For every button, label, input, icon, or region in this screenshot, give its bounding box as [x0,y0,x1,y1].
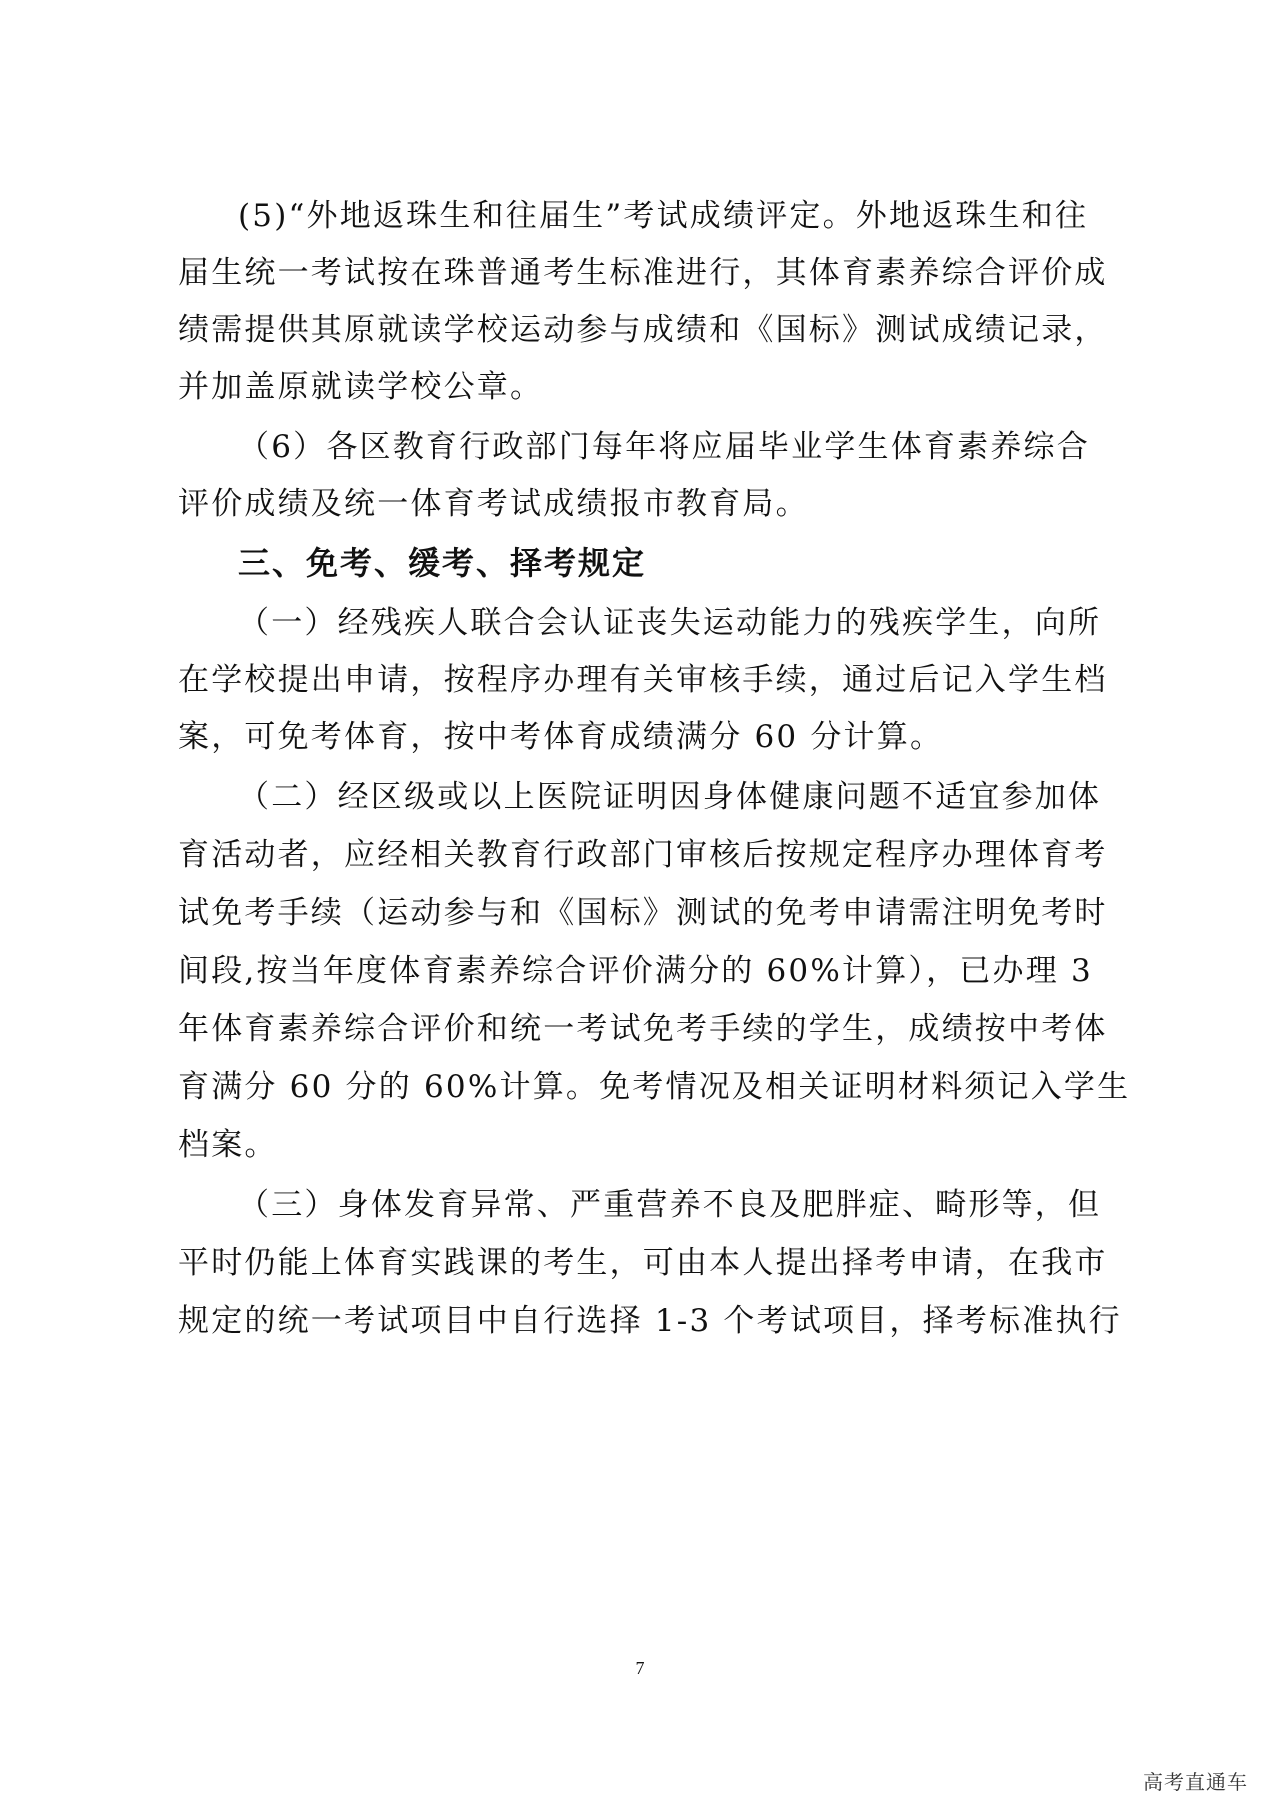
watermark: 高考直通车 [1143,1770,1248,1794]
paragraph-5-line-4: 并加盖原就读学校公章。 [178,369,544,405]
item-3-line-1: （三）身体发育异常、严重营养不良及肥胖症、畸形等，但 [238,1187,1102,1223]
item-2-line-6: 育满分 60 分的 60%计算。免考情况及相关证明材料须记入学生 [178,1069,1131,1105]
page-number: 7 [635,1658,645,1678]
paragraph-5-line-1: (5)“外地返珠生和往届生”考试成绩评定。外地返珠生和往 [238,198,1089,234]
paragraph-6-line-2: 评价成绩及统一体育考试成绩报市教育局。 [178,486,809,522]
item-2-line-1: （二）经区级或以上医院证明因身体健康问题不适宜参加体 [238,779,1102,815]
item-2-line-3: 试免考手续（运动参与和《国标》测试的免考申请需注明免考时 [178,895,1108,931]
item-2-line-4: 间段,按当年度体育素养综合评价满分的 60%计算），已办理 3 [178,953,1093,989]
paragraph-5-line-3: 绩需提供其原就读学校运动参与成绩和《国标》测试成绩记录， [178,312,1108,348]
item-1-line-2: 在学校提出申请，按程序办理有关审核手续，通过后记入学生档 [178,662,1108,698]
paragraph-5-line-2: 届生统一考试按在珠普通考生标准进行，其体育素养综合评价成 [178,255,1108,291]
item-3-line-2: 平时仍能上体育实践课的考生，可由本人提出择考申请，在我市 [178,1245,1108,1281]
section-heading: 三、免考、缓考、择考规定 [238,544,647,582]
item-3-line-3: 规定的统一考试项目中自行选择 1-3 个考试项目，择考标准执行 [178,1303,1122,1339]
item-2-line-2: 育活动者，应经相关教育行政部门审核后按规定程序办理体育考 [178,837,1108,873]
paragraph-6-line-1: （6）各区教育行政部门每年将应届毕业学生体育素养综合 [238,429,1090,465]
item-2-line-7: 档案。 [178,1127,278,1163]
item-1-line-3: 案，可免考体育，按中考体育成绩满分 60 分计算。 [178,719,944,755]
item-1-line-1: （一）经残疾人联合会认证丧失运动能力的残疾学生，向所 [238,605,1102,641]
item-2-line-5: 年体育素养综合评价和统一考试免考手续的学生，成绩按中考体 [178,1011,1108,1047]
